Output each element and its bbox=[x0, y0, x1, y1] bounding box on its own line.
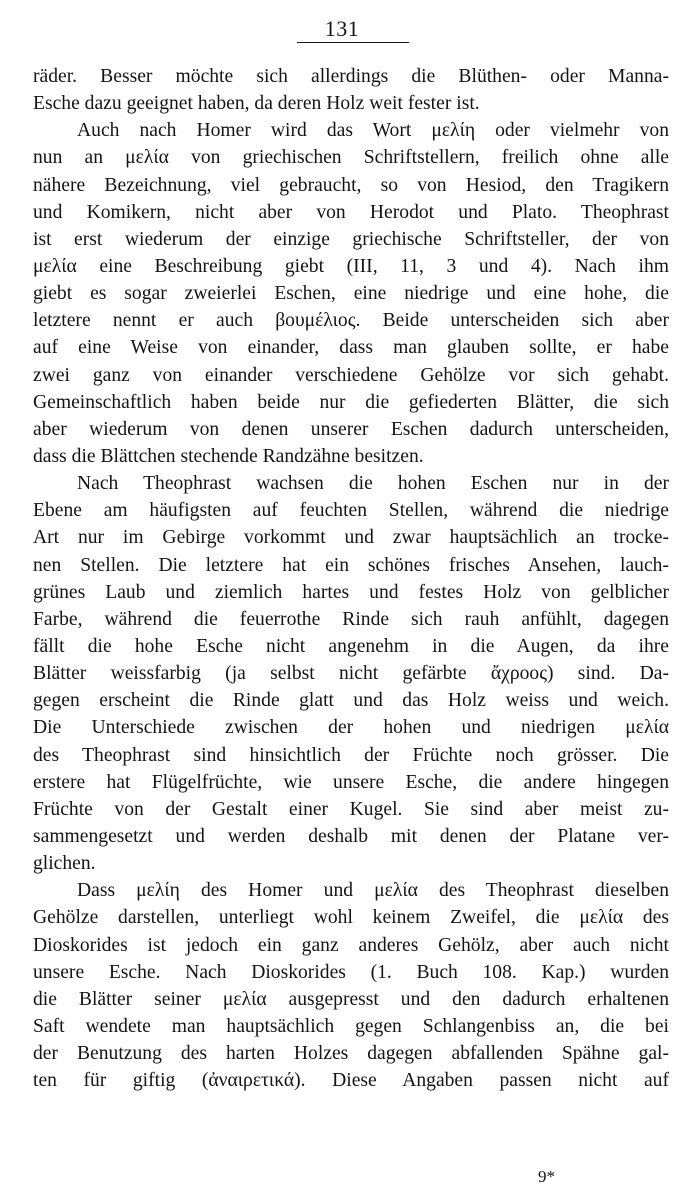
text-line: Saft wendete man hauptsächlich gegen Schlangenbiss an, die bei bbox=[33, 1015, 669, 1037]
text-line: räder. Besser möchte sich allerdings die Blüthen- oder Manna- bbox=[33, 66, 669, 87]
text-line: Dass μελίη des Homer und μελία des Theophrast dieselben bbox=[77, 880, 669, 902]
text-line: Gehölze darstellen, unterliegt wohl keinem Zweifel, die μελία des bbox=[33, 907, 669, 929]
text-line: nun an μελία von griechischen Schriftstellern, freilich ohne alle bbox=[33, 147, 669, 169]
body-text bbox=[33, 63, 669, 1094]
text-line: sammengesetzt und werden deshalb mit denen der Platane ver- bbox=[33, 825, 669, 847]
text-line: grünes Laub und ziemlich hartes und festes Holz von gelblicher bbox=[33, 581, 669, 603]
text-line: erstere hat Flügelfrüchte, wie unsere Esche, die andere hingegen bbox=[33, 771, 669, 793]
signature-mark: 9* bbox=[538, 1167, 555, 1186]
text-line: Farbe, während die feuerrothe Rinde sich rauh anfühlt, dagegen bbox=[33, 608, 669, 630]
text-line: glichen. bbox=[33, 853, 96, 875]
text-line: Früchte von der Gestalt einer Kugel. Sie sind aber meist zu- bbox=[33, 798, 669, 820]
text-line: unsere Esche. Nach Dioskorides (1. Buch 108. Kap.) wurden bbox=[33, 961, 669, 983]
text-line: und Komikern, nicht aber von Herodot und Plato. Theophrast bbox=[33, 201, 669, 223]
text-line: dass die Blättchen stechende Randzähne besitzen. bbox=[33, 445, 424, 467]
text-line: Nach Theophrast wachsen die hohen Eschen nur in der bbox=[77, 473, 669, 495]
text-line: der Benutzung des harten Holzes dagegen abfallenden Spähne gal- bbox=[33, 1043, 669, 1065]
text-line: die Blätter seiner μελία ausgepresst und den dadurch erhaltenen bbox=[33, 988, 669, 1010]
text-line: Blätter weissfarbig (ja selbst nicht gefärbte ἄχροος) sind. Da- bbox=[33, 663, 669, 685]
page-number: 131 bbox=[324, 16, 360, 41]
text-line: zwei ganz von einander verschiedene Gehölze vor sich gehabt. bbox=[33, 364, 669, 386]
text-line: giebt es sogar zweierlei Eschen, eine niedrige und eine hohe, die bbox=[33, 283, 669, 305]
text-line: letztere nennt er auch βουμέλιος. Beide unterscheiden sich aber bbox=[33, 310, 669, 332]
text-line: nen Stellen. Die letztere hat ein schönes frisches Ansehen, lauch- bbox=[33, 554, 669, 576]
text-line: des Theophrast sind hinsichtlich der Früchte noch grösser. Die bbox=[33, 744, 669, 766]
text-line: Esche dazu geeignet haben, da deren Holz weit fester ist. bbox=[33, 93, 480, 115]
text-line: Die Unterschiede zwischen der hohen und niedrigen μελία bbox=[33, 717, 669, 739]
header-rule bbox=[297, 42, 409, 43]
text-line: Gemeinschaftlich haben beide nur die gefiederten Blätter, die sich bbox=[33, 391, 669, 413]
text-line: ten für giftig (ἀναιρετικά). Diese Angaben passen nicht auf bbox=[33, 1070, 669, 1092]
text-line: gegen erscheint die Rinde glatt und das Holz weiss und weich. bbox=[33, 690, 669, 712]
text-line: ist erst wiederum der einzige griechische Schriftsteller, der von bbox=[33, 228, 669, 250]
text-line: Art nur im Gebirge vorkommt und zwar hauptsächlich an trocke- bbox=[33, 527, 669, 549]
text-line: Auch nach Homer wird das Wort μελίη oder vielmehr von bbox=[77, 120, 669, 142]
text-line: aber wiederum von denen unserer Eschen dadurch unterscheiden, bbox=[33, 418, 669, 440]
text-line: fällt die hohe Esche nicht angenehm in die Augen, da ihre bbox=[33, 635, 669, 657]
text-line: nähere Bezeichnung, viel gebraucht, so von Hesiod, den Tragikern bbox=[33, 174, 669, 196]
text-line: auf eine Weise von einander, dass man glauben sollte, er habe bbox=[33, 337, 669, 359]
text-line: Ebene am häufigsten auf feuchten Stellen, während die niedrige bbox=[33, 500, 669, 522]
text-line: μελία eine Beschreibung giebt (III, 11, 3 und 4). Nach ihm bbox=[33, 255, 669, 277]
text-line: Dioskorides ist jedoch ein ganz anderes Gehölz, aber auch nicht bbox=[33, 934, 669, 956]
